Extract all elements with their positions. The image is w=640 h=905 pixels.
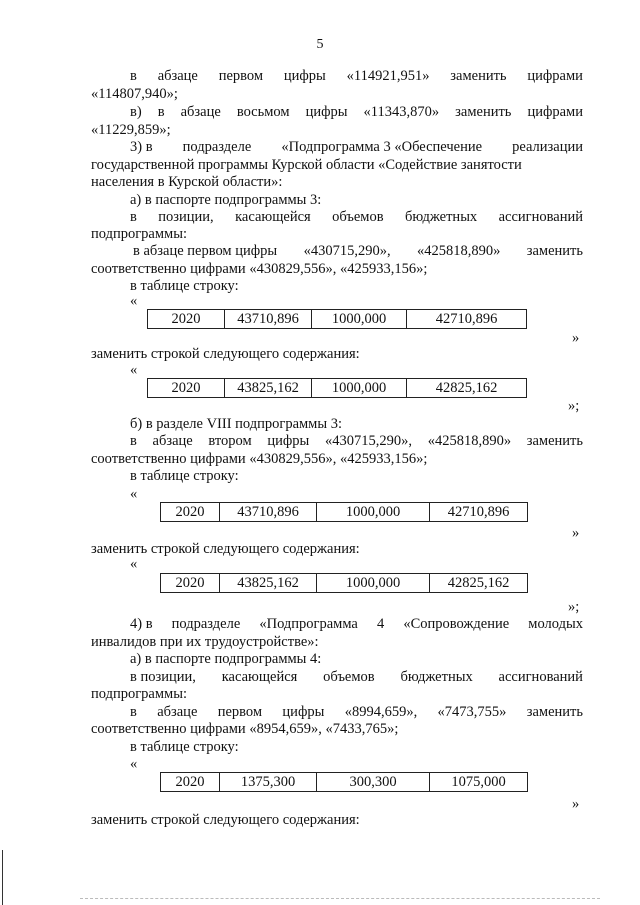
text-line: заменить строкой следующего содержания: <box>91 346 360 362</box>
table-cell: 42710,896 <box>430 503 528 522</box>
table-cell: 2020 <box>148 379 225 398</box>
table-cell: 1000,000 <box>317 503 430 522</box>
text-line: населения в Курской области»: <box>91 174 283 190</box>
text-line: а) в паспорте подпрограммы 4: <box>130 651 322 667</box>
text-line: подпрограммы: <box>91 226 187 242</box>
scan-bottom-line <box>80 898 600 900</box>
open-quote: « <box>130 486 138 502</box>
close-quote: » <box>572 330 580 346</box>
text-line: в абзаце первом цифры «114921,951» заменить цифрами <box>130 68 583 84</box>
text-line: в) в абзаце восьмом цифры «11343,870» заменить цифрами <box>130 104 583 120</box>
open-quote: « <box>130 293 138 309</box>
text-line: государственной программы Курской области «Содействие занятости <box>91 157 522 173</box>
table-cell: 42825,162 <box>407 379 527 398</box>
close-quote: »; <box>568 599 580 615</box>
text-line: соответственно цифрами «430829,556», «425933,156»; <box>91 451 428 467</box>
close-quote: »; <box>568 398 580 414</box>
text-line: в позиции, касающейся объемов бюджетных ассигнований <box>130 669 583 685</box>
table-cell: 2020 <box>148 310 225 329</box>
text-line: «114807,940»; <box>91 86 178 102</box>
text-line: соответственно цифрами «8954,659», «7433,765»; <box>91 721 399 737</box>
text-line: 4) в подразделе «Подпрограмма 4 «Сопровождение молодых <box>130 616 583 632</box>
table-cell: 43710,896 <box>225 310 312 329</box>
text-line: в абзаце первом цифры «8994,659», «7473,755» заменить <box>130 704 583 720</box>
close-quote: » <box>572 525 580 541</box>
table-cell: 42710,896 <box>407 310 527 329</box>
table-cell: 43710,896 <box>220 503 317 522</box>
text-line: подпрограммы: <box>91 686 187 702</box>
text-line: «11229,859»; <box>91 122 171 138</box>
text-line: 3) в подразделе «Подпрограмма 3 «Обеспечение реализации <box>130 139 583 155</box>
table-row <box>160 772 528 792</box>
table-cell: 43825,162 <box>220 574 317 593</box>
table-row <box>147 378 527 398</box>
text-line: б) в разделе VIII подпрограммы 3: <box>130 416 343 432</box>
table-cell: 42825,162 <box>430 574 528 593</box>
table-row <box>160 502 528 522</box>
text-line: в таблице строку: <box>130 278 239 294</box>
table-cell: 2020 <box>161 503 220 522</box>
text-line: в позиции, касающейся объемов бюджетных ассигнований <box>130 209 583 225</box>
text-line: инвалидов при их трудоустройстве»: <box>91 634 319 650</box>
text-line: заменить строкой следующего содержания: <box>91 812 360 828</box>
page-number: 5 <box>316 37 324 52</box>
table-cell: 2020 <box>161 574 220 593</box>
close-quote: » <box>572 796 580 812</box>
open-quote: « <box>130 756 138 772</box>
table-cell: 1375,300 <box>220 773 317 792</box>
text-line: в таблице строку: <box>130 739 239 755</box>
text-line: в абзаце втором цифры «430715,290», «425818,890» заменить <box>130 433 583 449</box>
table-cell: 43825,162 <box>225 379 312 398</box>
text-line: соответственно цифрами «430829,556», «425933,156»; <box>91 261 428 277</box>
table-row <box>160 573 528 593</box>
table-cell: 2020 <box>161 773 220 792</box>
table-cell: 1000,000 <box>312 379 407 398</box>
text-line: заменить строкой следующего содержания: <box>91 541 360 557</box>
open-quote: « <box>130 362 138 378</box>
table-row <box>147 309 527 329</box>
scan-edge-mark <box>2 850 3 905</box>
table-cell: 1075,000 <box>430 773 528 792</box>
text-line: а) в паспорте подпрограммы 3: <box>130 192 322 208</box>
table-cell: 1000,000 <box>317 574 430 593</box>
text-line: в абзаце первом цифры «430715,290», «425818,890» заменить <box>133 243 583 259</box>
table-cell: 1000,000 <box>312 310 407 329</box>
table-cell: 300,300 <box>317 773 430 792</box>
open-quote: « <box>130 556 138 572</box>
text-line: в таблице строку: <box>130 468 239 484</box>
